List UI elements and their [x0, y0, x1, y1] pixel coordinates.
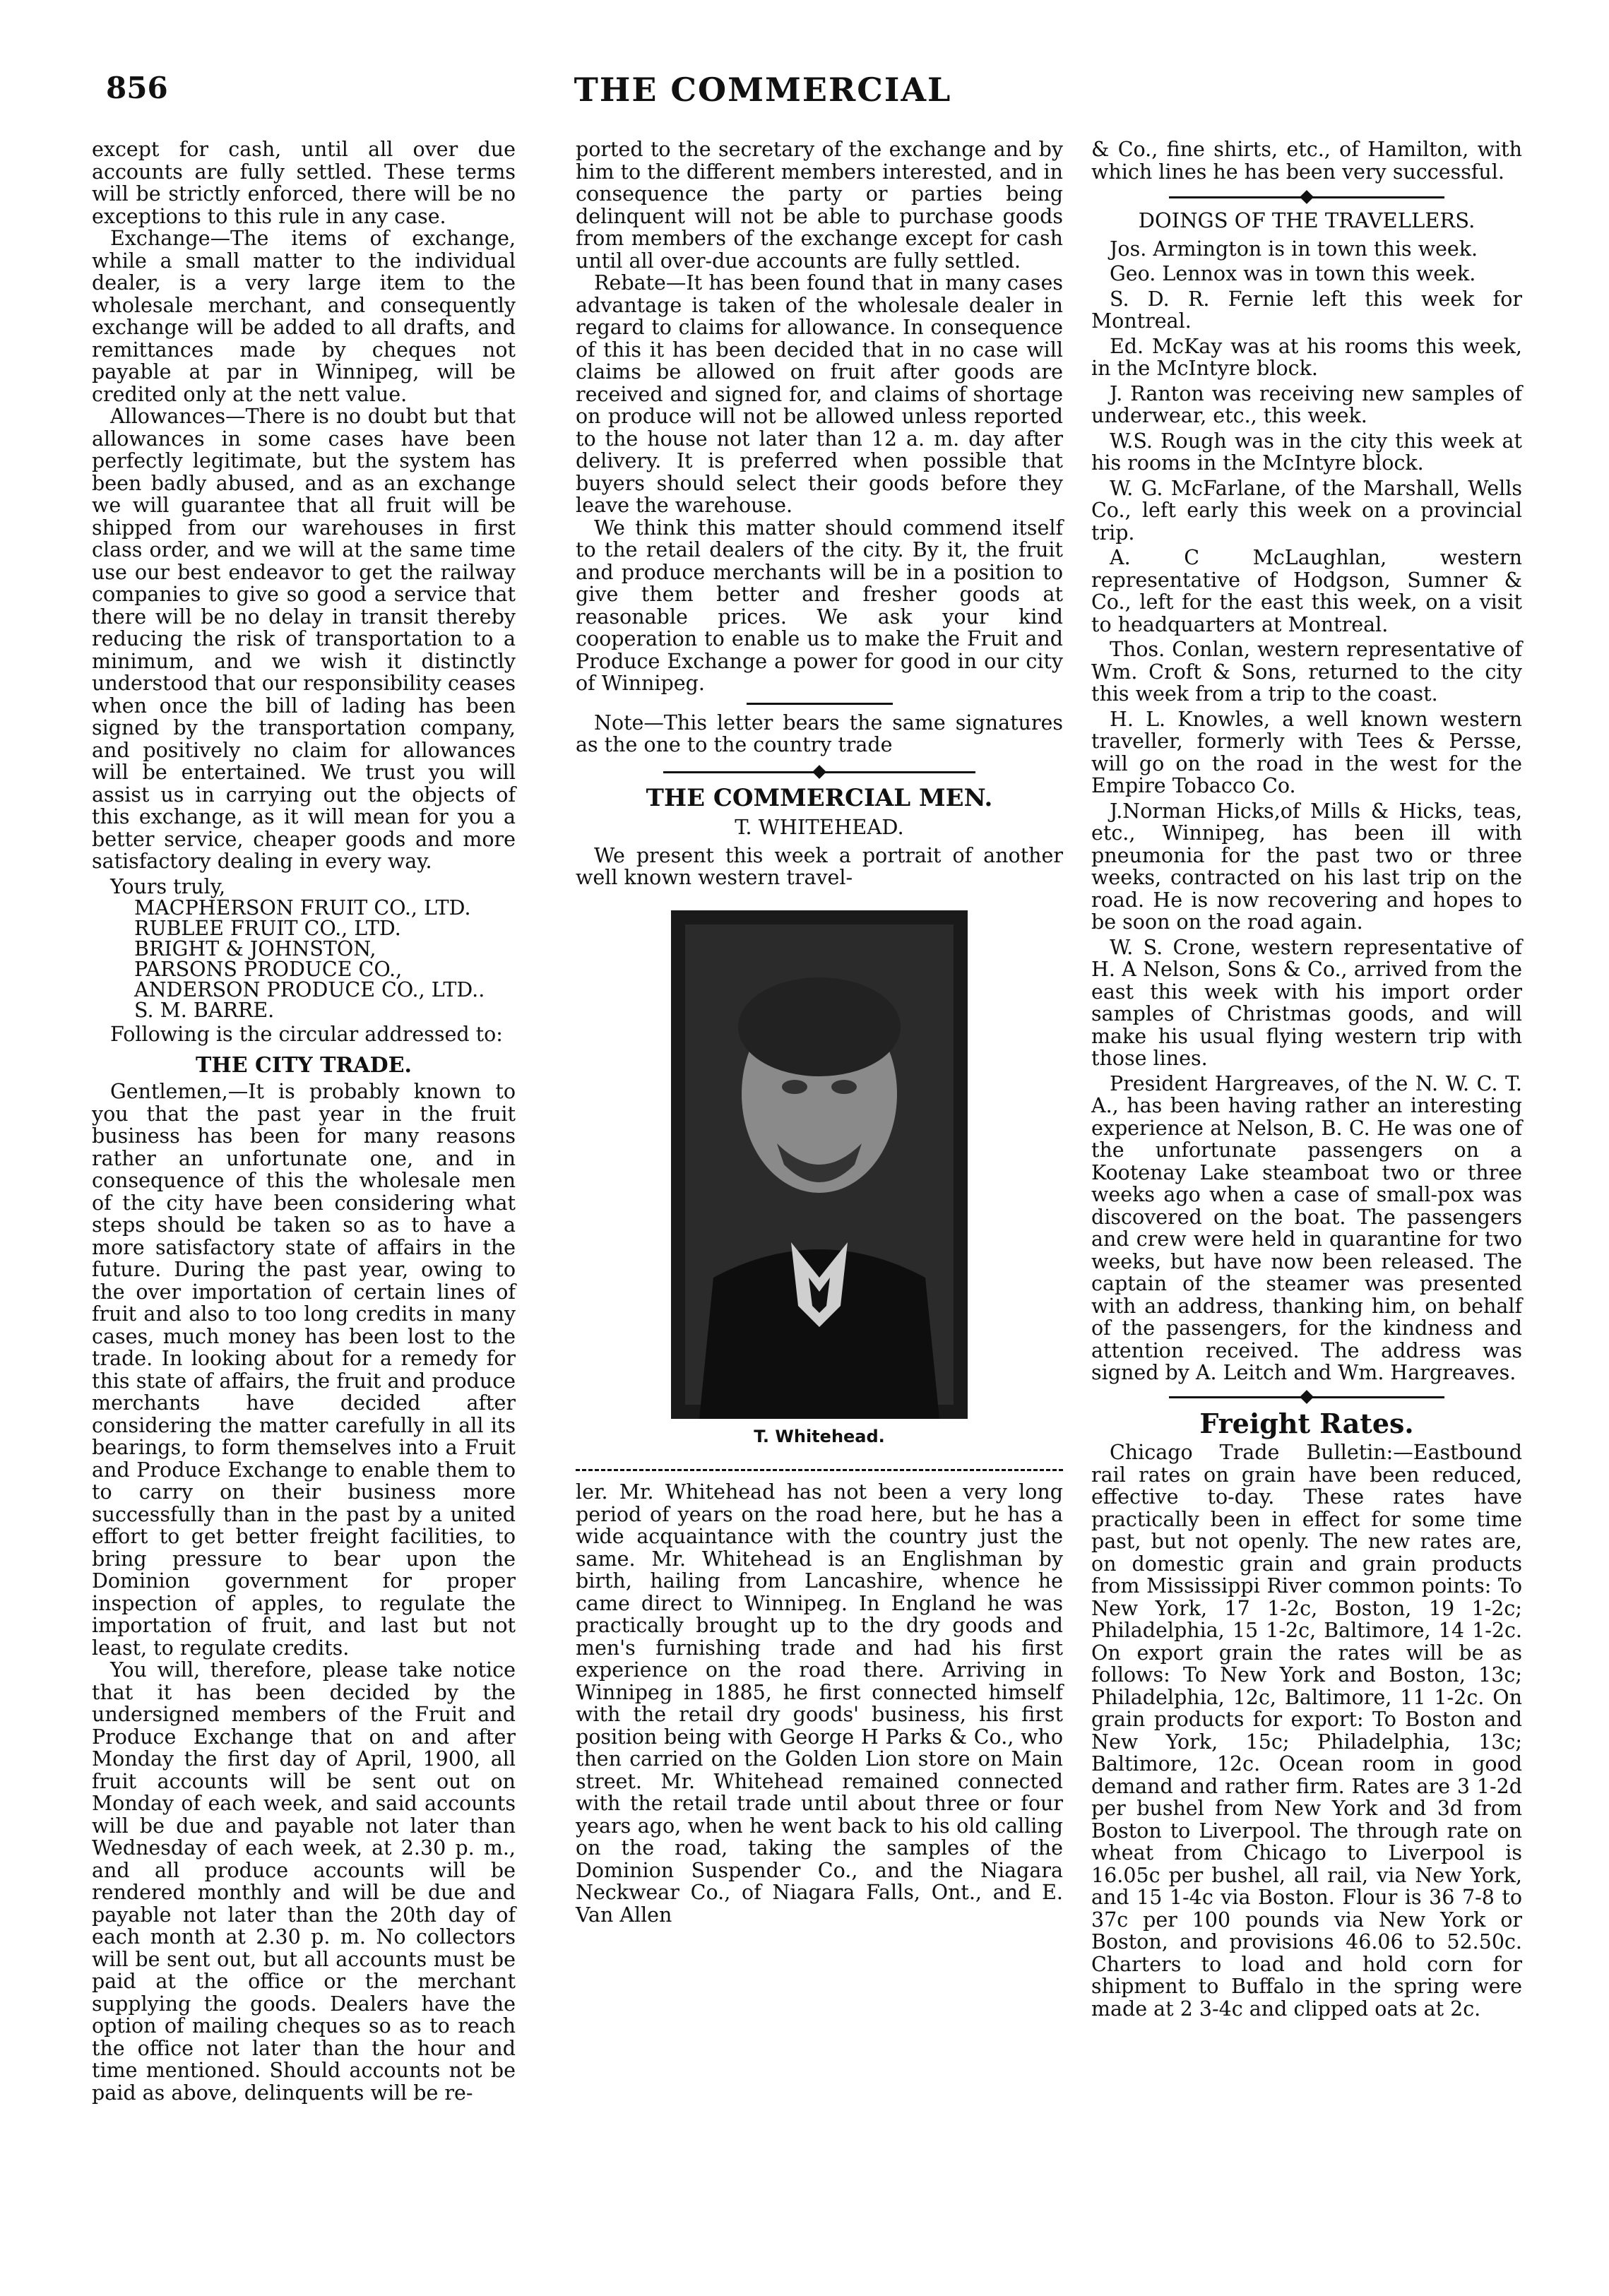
signatory: PARSONS PRODUCE CO., [134, 958, 403, 981]
news-item: A. C McLaughlan, western representative of Hodgson, Sumner & Co., left for the east this week, on a visit to headquarters at Montreal. [1091, 546, 1522, 636]
news-item: W. S. Crone, western representative of H. A Nelson, Sons & Co., arrived from the east this week with his import order samples of Christmas goods, and will make his usual flying western trip with those lines. [1091, 935, 1522, 1070]
signatory: ANDERSON PRODUCE CO., LTD.. [134, 978, 485, 1001]
section-heading: THE CITY TRADE. [196, 1052, 412, 1078]
column-3 [1091, 138, 1522, 2020]
news-item: Geo. Lennox was in town this week. [1110, 262, 1476, 285]
paragraph: ler. Mr. Whitehead has not been a very long period of years on the road here, but he has a wide acquaintance with the country just the same. Mr. Whitehead is an Englishman by birth, hailing from Lancashire, whence he came direct to Winnipeg. In England he was practically brought up to the dry goods and men's furnishing trade and had his first experience on the road there. Arriving in Winnipeg in 1885, he first connected himself with the retail dry goods' business, his first position being with George H Parks & Co., who then carried on the Golden Lion store on Main street. Mr. Whitehead remained connected with the retail trade until about three or four years ago, when he went back to his old calling on the road, taking the samples of the Dominion Suspender Co., and the Niagara Neckwear Co., of Niagara Falls, Ont., and E. Van Allen [576, 1480, 1063, 1927]
news-item: J.Norman Hicks,of Mills & Hicks, teas, etc., Winnipeg, has been ill with pneumonia for the past two or three weeks, contracted on his last trip on the road. He is now recovering and hopes to be soon on the road again. [1091, 799, 1522, 934]
section-heading: DOINGS OF THE TRAVELLERS. [1138, 208, 1476, 232]
paragraph: You will, therefore, please take notice that it has been decided by the undersigned members of the Fruit and Produce Exchange that on and after Monday the first day of April, 1900, all fruit accounts will be sent out on Monday of each week, and said accounts will be due and payable not later than Wednesday of each week, at 2.30 p. m., and all produce accounts will be rendered monthly and will be due and payable not later than the 20th day of each month at 2.30 p. m. No collectors will be sent out, but all accounts must be paid at the office or the merchant supplying the goods. Dealers have the option of mailing cheques so as to reach the office not later than the hour and time mentioned. Should accounts not be paid as above, delinquents will be re- [92, 1658, 516, 2105]
paragraph: Following is the circular addressed to: [110, 1023, 503, 1046]
paragraph: We think this matter should commend itself to the retail dealers of the city. By it, the fruit and produce merchants will be in a position to give them better and fresher goods at reasonable prices. We ask your kind cooperation to enable us to make the Fruit and Produce Exchange a power for good in our city of Winnipeg. [576, 516, 1063, 695]
ornamental-divider [1091, 1388, 1522, 1405]
news-item: Jos. Armington is in town this week. [1110, 237, 1478, 261]
section-title: THE COMMERCIAL MEN. [646, 783, 993, 812]
portrait-caption: T. Whitehead. [754, 1426, 885, 1446]
signatory: BRIGHT & JOHNSTON, [134, 937, 376, 960]
signatory: RUBLEE FRUIT CO., LTD. [134, 917, 401, 940]
page-number: 856 [106, 71, 168, 105]
section-title: Freight Rates. [1199, 1407, 1414, 1439]
ornamental-divider [1091, 189, 1522, 206]
paragraph: Gentlemen,—It is probably known to you that the past year in the fruit business has been for many reasons rather an unfortunate one, and in consequence of this the wholesale men of the city have been considering what steps should be taken so as to have a more satisfactory state of affairs in the future. During the past year, owing to the over importation of certain lines of fruit and also to too long credits in many cases, much money has been lost to the trade. In looking about for a remedy for this state of affairs, the fruit and produce merchants have decided after considering the matter carefully in all its bearings, to form themselves into a Fruit and Produce Exchange to enable them to to carry on their business more successfully than in the past by a united effort to get better freight facilities, to bring pressure to bear upon the Dominion government for proper inspection of apples, to regulate the importation of fruit, and last but not least, to regulate credits. [92, 1080, 516, 1660]
news-item: W.S. Rough was in the city this week at his rooms in the McIntyre block. [1091, 429, 1522, 475]
news-item: J. Ranton was receiving new samples of underwear, etc., this week. [1091, 381, 1522, 427]
divider [576, 1469, 1063, 1471]
divider [576, 695, 1063, 712]
news-item: H. L. Knowles, a well known western traveller, formerly with Tees & Persse, will go on the road in the west for the Empire Tobacco Co. [1091, 707, 1522, 797]
paragraph: except for cash, until all over due accounts are fully settled. These terms will be strictly enforced, there will be no exceptions to this rule in any case. [92, 138, 516, 228]
news-item: Thos. Conlan, western representative of Wm. Croft & Sons, returned to the city this week from a trip to the coast. [1091, 638, 1522, 706]
paragraph: Exchange—The items of exchange, while a small matter to the individual dealer, is a very large item to the wholesale merchant, and consequently exchange will be added to all drafts, and remittances made by cheques not payable at par in Winnipeg, will be credited only at the nett value. [92, 227, 516, 406]
news-item: W. G. McFarlane, of the Marshall, Wells Co., left early this week on a provincial trip. [1091, 476, 1522, 545]
column-2 [576, 138, 1063, 1926]
news-item: President Hargreaves, of the N. W. C. T. A., has been having rather an interesting experience at Nelson, B. C. He was one of the unfortunate passengers on a Kootenay Lake steamboat two or three weeks ago when a case of small-pox was discovered on the boat. The passengers and crew were held in quarantine for two weeks, but have now been released. The captain of the steamer was presented with an address, thanking him, on behalf of the passengers, for the kindness and attention received. The address was signed by A. Leitch and Wm. Hargreaves. [1091, 1071, 1522, 1384]
paragraph: Allowances—There is no doubt but that allowances in some cases have been perfectly legitimate, but the system has been badly abused, and as an exchange we will guarantee that all fruit will be shipped from our warehouses in first class order, and we will at the same time use our best endeavor to get the railway companies to give so good a service that there will be no delay in transit thereby reducing the risk of transportation to a minimum, and we wish it distinctly understood that our responsibility ceases when once the bill of lading has been signed by the transportation company, and positively no claim for allowances will be entertained. We trust you will assist us in carrying out the objects of this exchange, as it will mean for you a better service, cheaper goods and more satisfactory dealing in every way. [92, 405, 516, 873]
journal-title: THE COMMERCIAL [574, 71, 952, 109]
page-header [106, 71, 1420, 120]
column-1 [92, 138, 516, 2104]
portrait-drawing [671, 910, 968, 1419]
news-item: Ed. McKay was at his rooms this week, in the McIntyre block. [1091, 334, 1522, 380]
travellers-list [1091, 238, 1522, 1384]
paragraph: We present this week a portrait of another well known western travel- [576, 843, 1063, 889]
paragraph: & Co., fine shirts, etc., of Hamilton, with which lines he has been very successful. [1091, 138, 1522, 184]
letter-closing: Yours truly, [110, 874, 226, 898]
note: Note—This letter bears the same signatures as the one to the country trade [576, 710, 1063, 756]
signatory: MACPHERSON FRUIT CO., LTD. [134, 896, 471, 920]
ornamental-divider [576, 763, 1063, 780]
portrait-image [671, 910, 968, 1419]
signatory: S. M. BARRE. [134, 999, 275, 1022]
paragraph: Chicago Trade Bulletin:—Eastbound rail rates on grain have been reduced, effective to-day. These rates have practically been in effect for some time past, but not openly. The new rates are, on domestic grain and grain products from Mississippi River common points: To New York, 17 1-2c, Boston, 19 1-2c; Philadelphia, 15 1-2c, Baltimore, 14 1-2c. On export grain the rates will be as follows: To New York and Boston, 13c; Philadelphia, 12c, Baltimore, 11 1-2c. On grain products for export: To Boston and New York, 15c; Philadelphia, 13c; Baltimore, 12c. Ocean room in good demand and rather firm. Rates are 3 1-2d per bushel from New York and 3d from Boston to Liverpool. The through rate on wheat from Chicago to Liverpool is 16.05c per bushel, all rail, via New York, and 15 1-4c via Boston. Flour is 36 7-8 to 37c per 100 pounds via New York or Boston, and provisions 46.06 to 52.50c. Charters to load and hold corn for shipment to Buffalo in the spring were made at 2 3-4c and clipped oats at 2c. [1091, 1441, 1522, 2021]
paragraph: Rebate—It has been found that in many cases advantage is taken of the wholesale dealer in regard to claims for allowance. In consequence of this it has been decided that in no case will claims be allowed on fruit after goods are received and signed for, and claims of shortage on produce will not be allowed unless reported to the house not later than 12 a. m. day after delivery. It is preferred when possible that buyers should select their goods before they leave the warehouse. [576, 271, 1063, 517]
subtitle: T. WHITEHEAD. [735, 815, 904, 839]
signatories [134, 898, 516, 1021]
news-item: S. D. R. Fernie left this week for Montreal. [1091, 287, 1522, 333]
paragraph: ported to the secretary of the exchange and by him to the different members interested, and in consequence the party or parties being delinquent will not be able to purchase goods from members of the exchange except for cash until all over-due accounts are fully settled. [576, 138, 1063, 273]
